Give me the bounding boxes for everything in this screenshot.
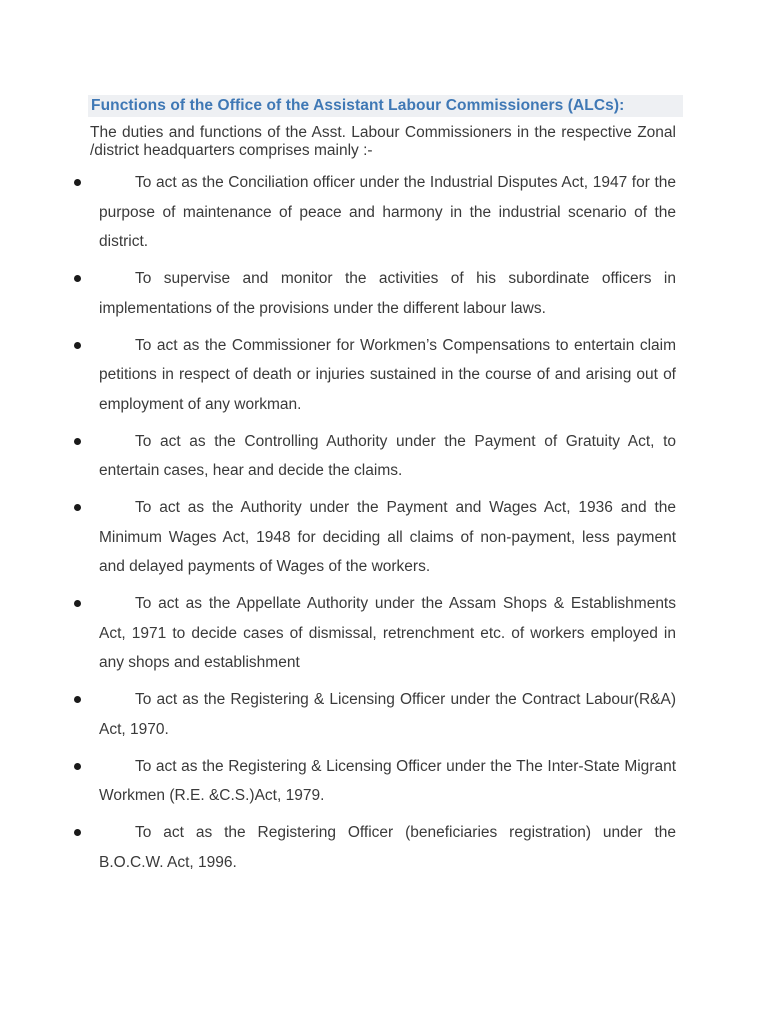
list-item-text: To act as the Authority under the Payment and Wages Act, 1936 and the Minimum Wages Act, 1948 for deciding all claims of non-payment, less payment and delayed payments of Wages of the workers. (99, 499, 676, 575)
list-item-text: To act as the Conciliation officer under the Industrial Disputes Act, 1947 for the purpose of maintenance of peace and harmony in the industrial scenario of the district. (99, 174, 676, 250)
list-item (0, 331, 768, 420)
list-item (0, 685, 768, 744)
list-item-text: To act as the Controlling Authority under the Payment of Gratuity Act, to entertain cases, hear and decide the claims. (99, 432, 676, 479)
bullet-icon (74, 504, 81, 511)
document-heading: Functions of the Office of the Assistant Labour Commissioners (ALCs): (88, 95, 683, 117)
bullet-icon (74, 179, 81, 186)
list-item-text: To act as the Registering Officer (beneficiaries registration) under the B.O.C.W. Act, 1996. (99, 824, 676, 871)
list-item (0, 818, 768, 877)
list-item-text: To act as the Commissioner for Workmen’s Compensations to entertain claim petitions in respect of death or injuries sustained in the course of and arising out of employment of any workman. (99, 336, 676, 413)
list-item (0, 168, 768, 257)
list-item (0, 493, 768, 582)
bullet-icon (74, 763, 81, 770)
bullet-icon (74, 829, 81, 836)
list-item-text: To act as the Registering & Licensing Officer under the Contract Labour(R&A) Act, 1970. (99, 691, 676, 738)
bullet-icon (74, 438, 81, 445)
list-item-text: To act as the Registering & Licensing Officer under the The Inter-State Migrant Workmen (R.E. &C.S.)Act, 1979. (99, 757, 676, 804)
list-item (0, 752, 768, 811)
bullet-icon (74, 342, 81, 349)
list-item (0, 264, 768, 323)
list-item-text: To act as the Appellate Authority under the Assam Shops & Establishments Act, 1971 to decide cases of dismissal, retrenchment etc. of workers employed in any shops and establishment (99, 595, 676, 671)
list-item (0, 427, 768, 486)
list-item-text: To supervise and monitor the activities of his subordinate officers in implementations of the provisions under the different labour laws. (99, 270, 676, 317)
list-item (0, 589, 768, 678)
bullet-icon (74, 600, 81, 607)
bullet-icon (74, 696, 81, 703)
functions-list (0, 168, 768, 877)
intro-paragraph: The duties and functions of the Asst. Labour Commissioners in the respective Zonal /district headquarters comprises mainly :- (90, 124, 676, 159)
bullet-icon (74, 275, 81, 282)
